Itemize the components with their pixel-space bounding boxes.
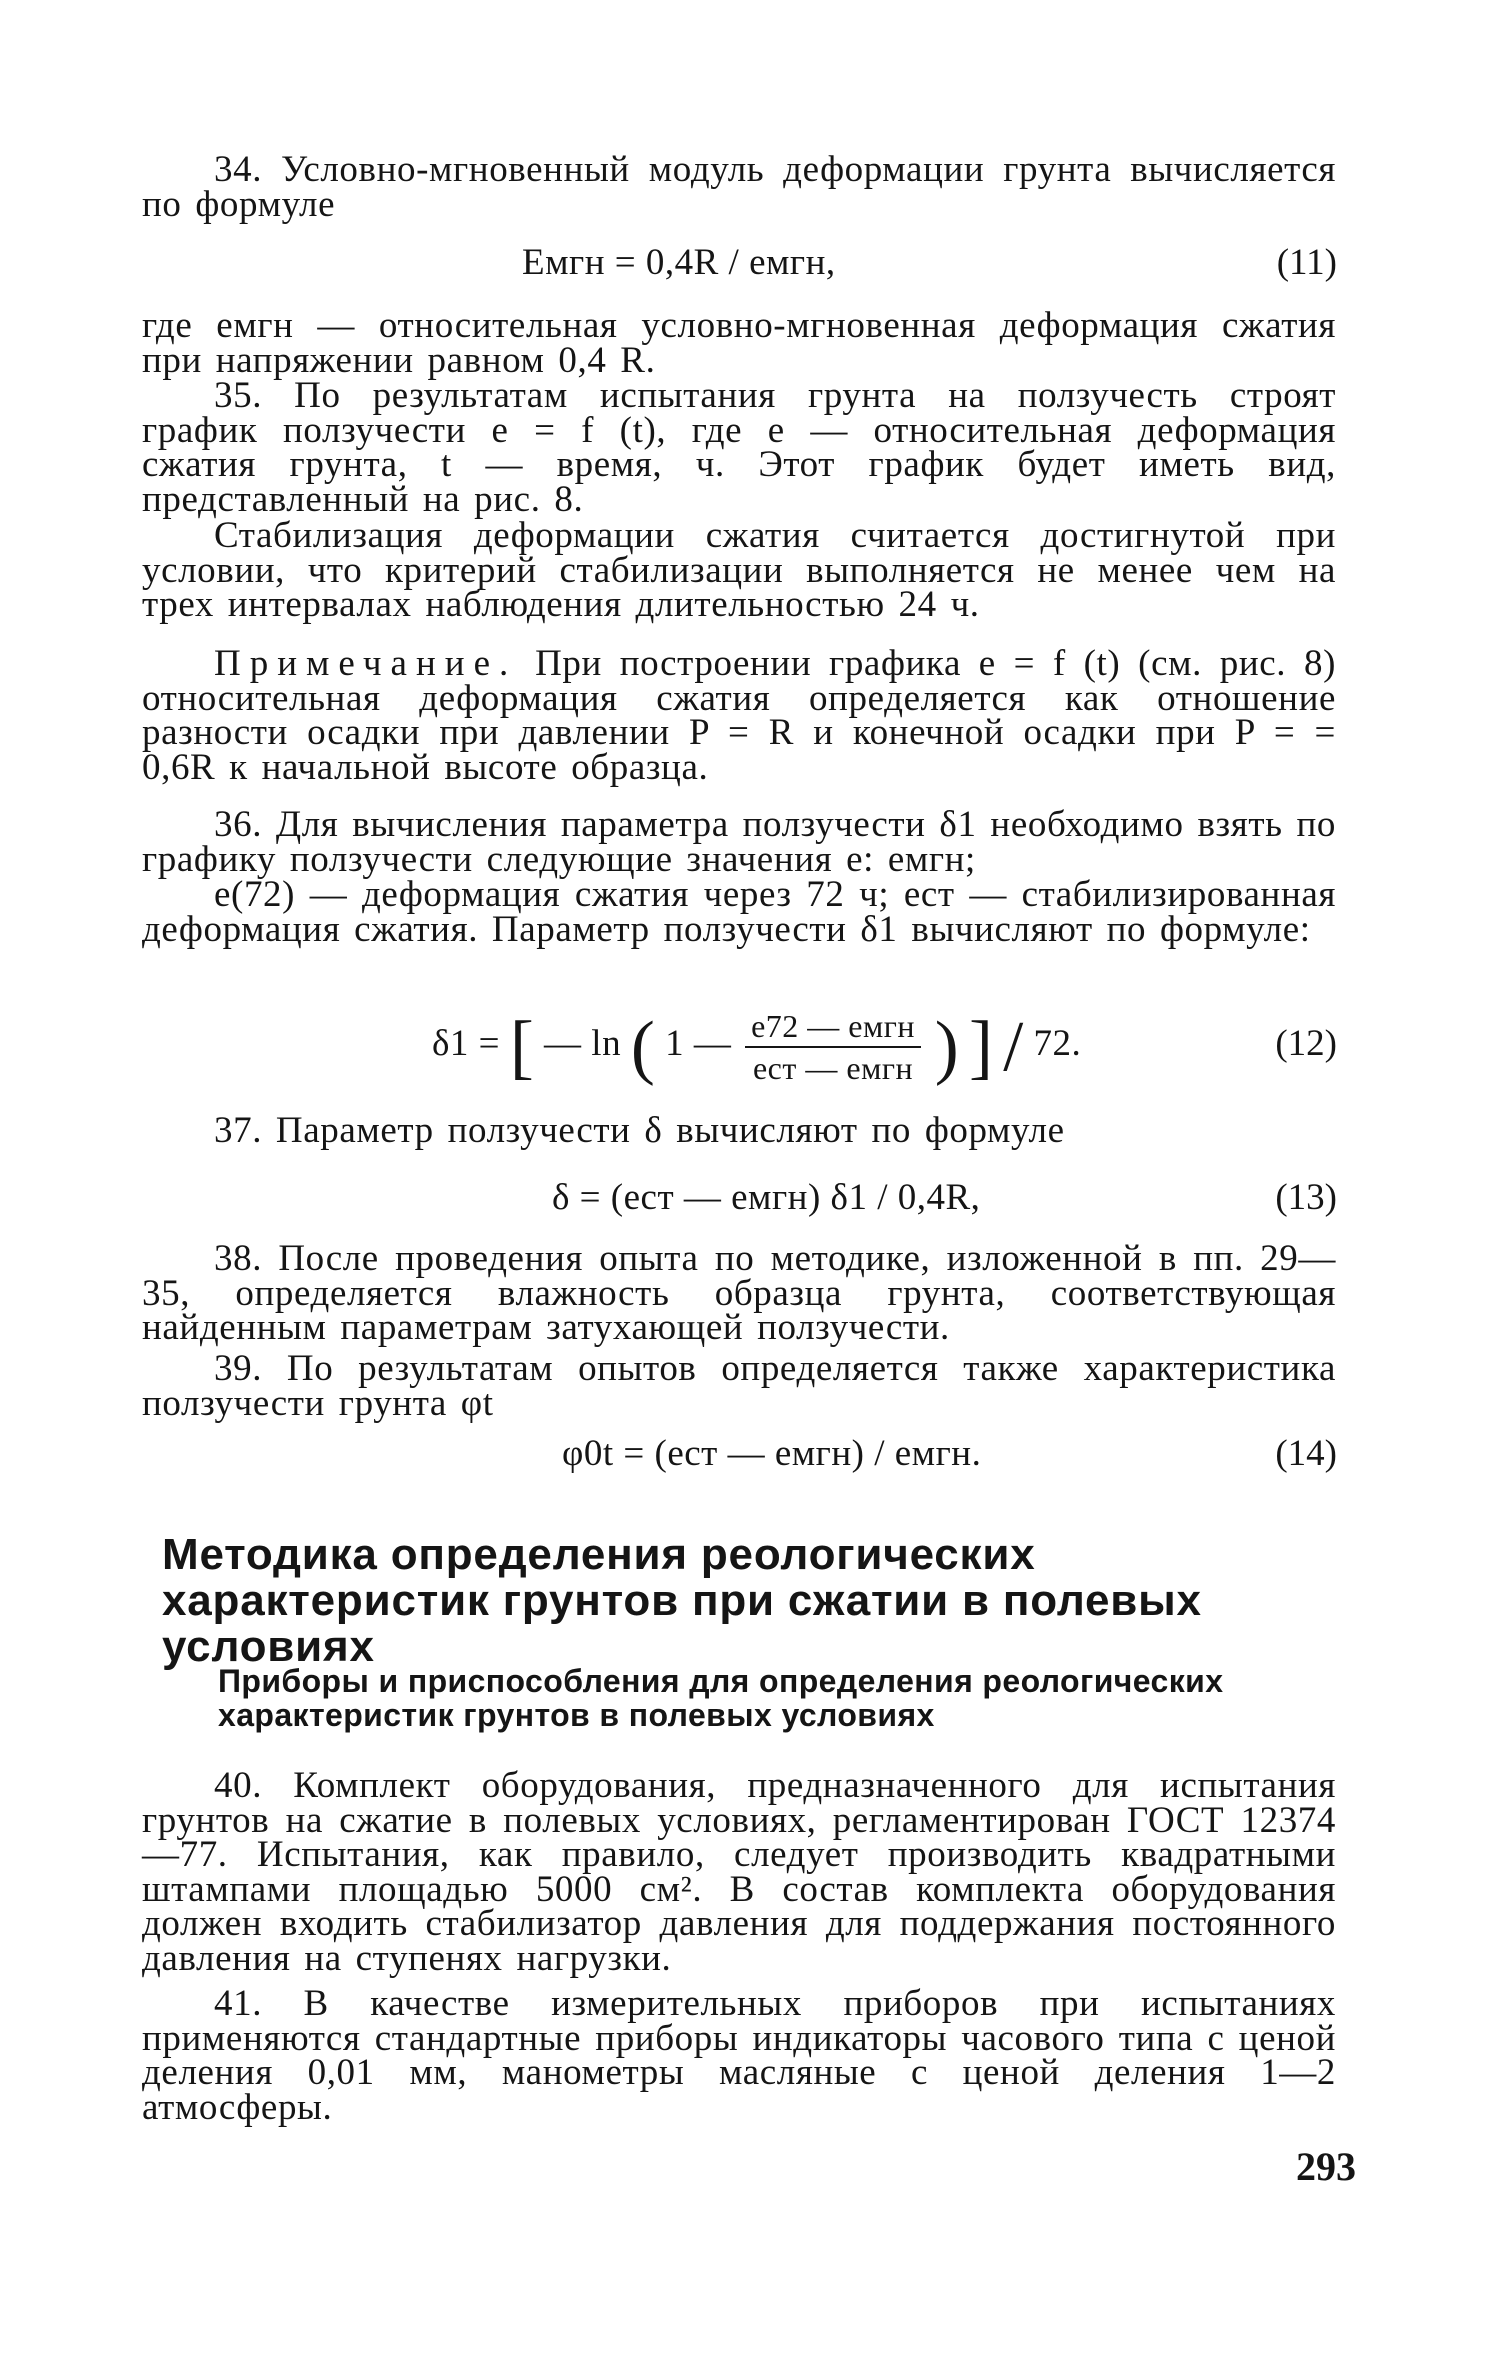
formula-12-numerator: e72 — eмгн xyxy=(745,1008,921,1048)
paragraph-34 xyxy=(142,149,1336,225)
note-label: Примечание. xyxy=(214,643,518,684)
formula-12-denominator: eст — eмгн xyxy=(752,1049,914,1086)
note-text: При построении графика e = f (t) (см. рис. 8) относительная деформация сжатия определяется как отношение разности осадки при давлении P = R и конечной осадки при P = = 0,6R к начальной высоте образца. xyxy=(142,643,1336,788)
paragraph-41-text: 41. В качестве измерительных приборов при испытаниях применяются стандартные приборы индикаторы часового типа с ценой деления 0,01 мм, манометры масляные с ценой деления 1—2 атмосферы. xyxy=(142,1983,1336,2128)
formula-12-close-bracket: ] xyxy=(968,1006,994,1087)
paragraph-39 xyxy=(142,1348,1336,1424)
paragraph-35-text: 35. По результатам испытания грунта на ползучесть строят график ползучести e = f (t), где e — относительная деформация сжатия грунта, t — время, ч. Этот график будет иметь вид, представленный на рис. 8. xyxy=(142,375,1336,520)
formula-12-slash: / xyxy=(1003,1006,1024,1087)
paragraph-40-text: 40. Комплект оборудования, предназначенного для испытания грунтов на сжатие в полевых условиях, регламентирован ГОСТ 12374—77. Испытания, как правило, следует производить квадратными штампами площадью 5000 см². В состав комплекта оборудования должен входить стабилизатор давления для поддержания постоянного давления на ступенях нагрузки. xyxy=(142,1765,1336,1979)
formula-11-number: (11) xyxy=(1276,242,1337,283)
section-heading: Методика определения реологических характеристик грунтов при сжатии в полевых условиях xyxy=(162,1530,1202,1671)
formula-12 xyxy=(432,1004,1081,1086)
paragraph-35 xyxy=(142,375,1336,520)
formula-11: Eмгн = 0,4R / eмгн, xyxy=(522,242,836,283)
paragraph-39-text: 39. По результатам опытов определяется также характеристика ползучести грунта φt xyxy=(142,1348,1336,1424)
page-number: 293 xyxy=(1296,2144,1356,2189)
paragraph-37 xyxy=(142,1110,1336,1151)
formula-12-number: (12) xyxy=(1275,1023,1337,1064)
formula-12-close-paren: ) xyxy=(934,1006,960,1087)
paragraph-36 xyxy=(142,804,1336,880)
formula-12-lhs: δ1 = xyxy=(432,1023,501,1064)
paragraph-37-text: 37. Параметр ползучести δ вычисляют по формуле xyxy=(214,1110,1065,1151)
formula-13: δ = (eст — eмгн) δ1 / 0,4R, xyxy=(552,1177,981,1218)
note xyxy=(142,643,1336,788)
formula-14-number: (14) xyxy=(1275,1433,1337,1474)
formula-12-one: 1 — xyxy=(665,1023,732,1064)
paragraph-41 xyxy=(142,1983,1336,2128)
paragraph-36-values-text: e(72) — деформация сжатия через 72 ч; eст — стабилизированная деформация сжатия. Параметр ползучести δ1 вычисляют по формуле: xyxy=(142,874,1336,950)
formula-14: φ0t = (eст — eмгн) / eмгн. xyxy=(562,1433,982,1474)
paragraph-36-values xyxy=(142,874,1336,950)
formula-12-open-bracket: [ xyxy=(509,1006,535,1087)
formula-13-number: (13) xyxy=(1275,1177,1337,1218)
subsection-heading: Приборы и приспособления для определения реологических характеристик грунтов в полевых условиях xyxy=(218,1663,1224,1733)
paragraph-34-text: 34. Условно-мгновенный модуль деформации грунта вычисляется по формуле xyxy=(142,149,1336,225)
paragraph-35-stabilization-text: Стабилизация деформации сжатия считается достигнутой при условии, что критерий стабилизации выполняется не менее чем на трех интервалах наблюдения длительностью 24 ч. xyxy=(142,515,1336,625)
paragraph-36-text: 36. Для вычисления параметра ползучести δ1 необходимо взять по графику ползучести следующие значения e: eмгн; xyxy=(142,804,1336,880)
paragraph-34-definition: где eмгн — относительная условно-мгновенная деформация сжатия при напряжении равном 0,4 R. xyxy=(142,305,1336,381)
formula-12-tail: 72. xyxy=(1033,1023,1082,1064)
formula-12-open-paren: ( xyxy=(630,1006,656,1087)
formula-12-fraction xyxy=(745,1008,921,1086)
paragraph-40 xyxy=(142,1765,1336,1979)
paragraph-35-stabilization xyxy=(142,515,1336,625)
paragraph-38-text: 38. После проведения опыта по методике, изложенной в пп. 29—35, определяется влажность образца грунта, соответствующая найденным параметрам затухающей ползучести. xyxy=(142,1238,1336,1348)
formula-12-ln: — ln xyxy=(544,1023,622,1064)
paragraph-38 xyxy=(142,1238,1336,1348)
